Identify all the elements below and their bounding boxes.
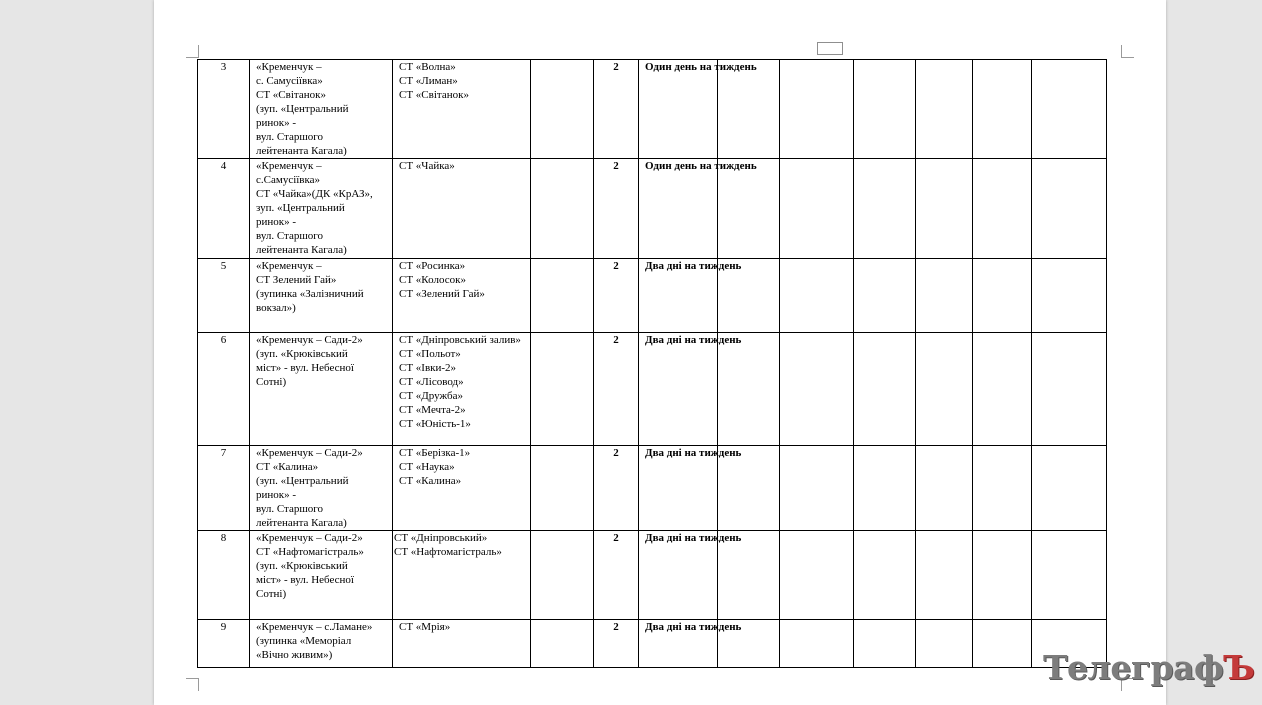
- empty-cell: [1032, 159, 1107, 259]
- route-line: с. Самусіївка»: [256, 75, 323, 87]
- route-cell: [250, 620, 393, 668]
- margin-corner-top-right: [1121, 45, 1134, 58]
- route-line: Сотні): [256, 376, 287, 388]
- empty-cell: [916, 159, 973, 259]
- route-line: (зуп. «Центральний: [256, 475, 349, 487]
- stop-line: СТ «Росинка»: [399, 260, 466, 272]
- route-line: вул. Старшого: [256, 230, 324, 242]
- route-line: СТ Зелений Гай»: [256, 274, 337, 286]
- frequency-cell: Один день на тиждень: [639, 159, 718, 259]
- route-line: с.Самусіївка»: [256, 174, 321, 186]
- trips-count: 2: [594, 446, 639, 531]
- stop-line: СТ «Дніпровський залив»: [399, 334, 521, 346]
- row-number: 6: [198, 333, 250, 446]
- stop-line: СТ «Польот»: [399, 348, 461, 360]
- frequency-cell: Два дні на тиждень: [639, 531, 718, 620]
- table-row: [198, 446, 1107, 531]
- trips-count: 2: [594, 531, 639, 620]
- route-line: зуп. «Центральний: [256, 202, 345, 214]
- route-cell: [250, 159, 393, 259]
- route-line: лейтенанта Кагала): [256, 517, 347, 529]
- empty-cell: [531, 60, 594, 159]
- table-row: [198, 333, 1107, 446]
- route-line: вул. Старшого: [256, 131, 324, 143]
- empty-cell: [973, 446, 1032, 531]
- margin-corner-bottom-left: [186, 678, 199, 691]
- empty-cell: [780, 159, 854, 259]
- route-line: «Кременчук – Сади-2»: [256, 447, 363, 459]
- route-line: (зуп. «Крюківський: [256, 560, 348, 572]
- stop-line: СТ «Зелений Гай»: [399, 288, 485, 300]
- empty-cell: [854, 333, 916, 446]
- route-line: лейтенанта Кагала): [256, 145, 347, 157]
- route-line: СТ «Світанок»: [256, 89, 326, 101]
- route-line: «Кременчук –: [256, 160, 322, 172]
- empty-cell: [854, 259, 916, 333]
- stops-cell: [393, 333, 531, 446]
- empty-cell: [973, 259, 1032, 333]
- row-number: 9: [198, 620, 250, 668]
- table-row: [198, 159, 1107, 259]
- empty-cell: [854, 531, 916, 620]
- empty-cell: [973, 531, 1032, 620]
- route-line: міст» - вул. Небесної: [256, 574, 354, 586]
- stops-cell: [393, 159, 531, 259]
- route-line: (зуп. «Крюківський: [256, 348, 348, 360]
- route-cell: [250, 531, 393, 620]
- empty-cell: [718, 60, 780, 159]
- route-line: СТ «Нафтомагістраль»: [256, 546, 364, 558]
- empty-cell: [973, 159, 1032, 259]
- table-row: [198, 60, 1107, 159]
- stop-line: СТ «Волна»: [399, 61, 456, 73]
- route-line: ринок» -: [256, 117, 297, 129]
- empty-cell: [780, 333, 854, 446]
- table-row: [198, 259, 1107, 333]
- stop-line: СТ «Калина»: [399, 475, 462, 487]
- empty-cell: [1032, 446, 1107, 531]
- empty-cell: [916, 446, 973, 531]
- route-line: Сотні): [256, 588, 287, 600]
- empty-cell: [531, 259, 594, 333]
- route-line: «Кременчук –: [256, 260, 322, 272]
- frequency-cell: Один день на тиждень: [639, 60, 718, 159]
- routes-table: [197, 59, 1107, 668]
- empty-cell: [854, 159, 916, 259]
- route-line: лейтенанта Кагала): [256, 244, 347, 256]
- empty-cell: [916, 259, 973, 333]
- empty-cell: [854, 620, 916, 668]
- trips-count: 2: [594, 60, 639, 159]
- stop-line: СТ «Дніпровський»: [394, 532, 488, 544]
- frequency-cell: Два дні на тиждень: [639, 620, 718, 668]
- stop-line: СТ «Берізка-1»: [399, 447, 471, 459]
- stops-cell: [393, 531, 531, 620]
- route-cell: [250, 60, 393, 159]
- stop-line: СТ «Чайка»: [399, 160, 455, 172]
- stop-line: СТ «Мечта-2»: [399, 404, 466, 416]
- row-number: 4: [198, 159, 250, 259]
- empty-cell: [531, 159, 594, 259]
- route-line: ринок» -: [256, 489, 297, 501]
- table-row: [198, 531, 1107, 620]
- stops-cell: [393, 446, 531, 531]
- empty-cell: [1032, 531, 1107, 620]
- stop-line: СТ «Лиман»: [399, 75, 458, 87]
- route-line: вул. Старшого: [256, 503, 324, 515]
- row-number: 7: [198, 446, 250, 531]
- row-number: 8: [198, 531, 250, 620]
- empty-cell: [780, 446, 854, 531]
- route-line: «Кременчук – с.Ламане»: [256, 621, 373, 633]
- frequency-cell: Два дні на тиждень: [639, 259, 718, 333]
- empty-cell: [916, 620, 973, 668]
- stops-cell: [393, 259, 531, 333]
- frequency-cell: Два дні на тиждень: [639, 446, 718, 531]
- empty-cell: [718, 333, 780, 446]
- empty-cell: [1032, 259, 1107, 333]
- stop-line: СТ «Дружба»: [399, 390, 463, 402]
- empty-cell: [916, 531, 973, 620]
- empty-cell: [973, 60, 1032, 159]
- route-line: СТ «Чайка»(ДК «КрАЗ»,: [256, 188, 373, 200]
- route-cell: [250, 446, 393, 531]
- trips-count: 2: [594, 333, 639, 446]
- empty-cell: [780, 60, 854, 159]
- stop-line: СТ «Нафтомагістраль»: [394, 546, 502, 558]
- stop-line: СТ «Івки-2»: [399, 362, 457, 374]
- empty-cell: [780, 620, 854, 668]
- route-line: ринок» -: [256, 216, 297, 228]
- empty-cell: [973, 620, 1032, 668]
- row-number: 3: [198, 60, 250, 159]
- stop-line: СТ «Мрія»: [399, 621, 451, 633]
- route-line: (зуп. «Центральний: [256, 103, 349, 115]
- stop-line: СТ «Лісовод»: [399, 376, 464, 388]
- trips-count: 2: [594, 620, 639, 668]
- trips-count: 2: [594, 159, 639, 259]
- frequency-cell: Два дні на тиждень: [639, 333, 718, 446]
- empty-cell: [531, 446, 594, 531]
- empty-cell: [916, 60, 973, 159]
- row-number: 5: [198, 259, 250, 333]
- empty-cell: [1032, 333, 1107, 446]
- route-line: «Вічно живим»): [256, 649, 333, 661]
- route-line: вокзал»): [256, 302, 296, 314]
- route-line: (зупинка «Залізничний: [256, 288, 364, 300]
- route-line: «Кременчук – Сади-2»: [256, 334, 363, 346]
- empty-cell: [718, 159, 780, 259]
- route-line: міст» - вул. Небесної: [256, 362, 354, 374]
- trips-count: 2: [594, 259, 639, 333]
- empty-cell: [531, 531, 594, 620]
- route-line: (зупинка «Меморіал: [256, 635, 352, 647]
- route-line: «Кременчук – Сади-2»: [256, 532, 363, 544]
- route-line: «Кременчук –: [256, 61, 322, 73]
- empty-cell: [531, 620, 594, 668]
- stop-line: СТ «Наука»: [399, 461, 455, 473]
- stop-line: СТ «Юність-1»: [399, 418, 471, 430]
- empty-cell: [854, 60, 916, 159]
- empty-cell: [780, 259, 854, 333]
- stops-cell: [393, 60, 531, 159]
- margin-corner-top-left: [186, 45, 199, 58]
- empty-cell: [531, 333, 594, 446]
- table-row: [198, 620, 1107, 668]
- empty-cell: [916, 333, 973, 446]
- empty-cell: [854, 446, 916, 531]
- route-cell: [250, 333, 393, 446]
- header-placeholder-box[interactable]: [817, 42, 843, 55]
- stop-line: СТ «Світанок»: [399, 89, 469, 101]
- telegraf-watermark-logo: ТелеграфЪ: [1043, 648, 1255, 687]
- empty-cell: [780, 531, 854, 620]
- route-line: СТ «Калина»: [256, 461, 319, 473]
- stop-line: СТ «Колосок»: [399, 274, 466, 286]
- route-cell: [250, 259, 393, 333]
- empty-cell: [973, 333, 1032, 446]
- stops-cell: [393, 620, 531, 668]
- empty-cell: [1032, 60, 1107, 159]
